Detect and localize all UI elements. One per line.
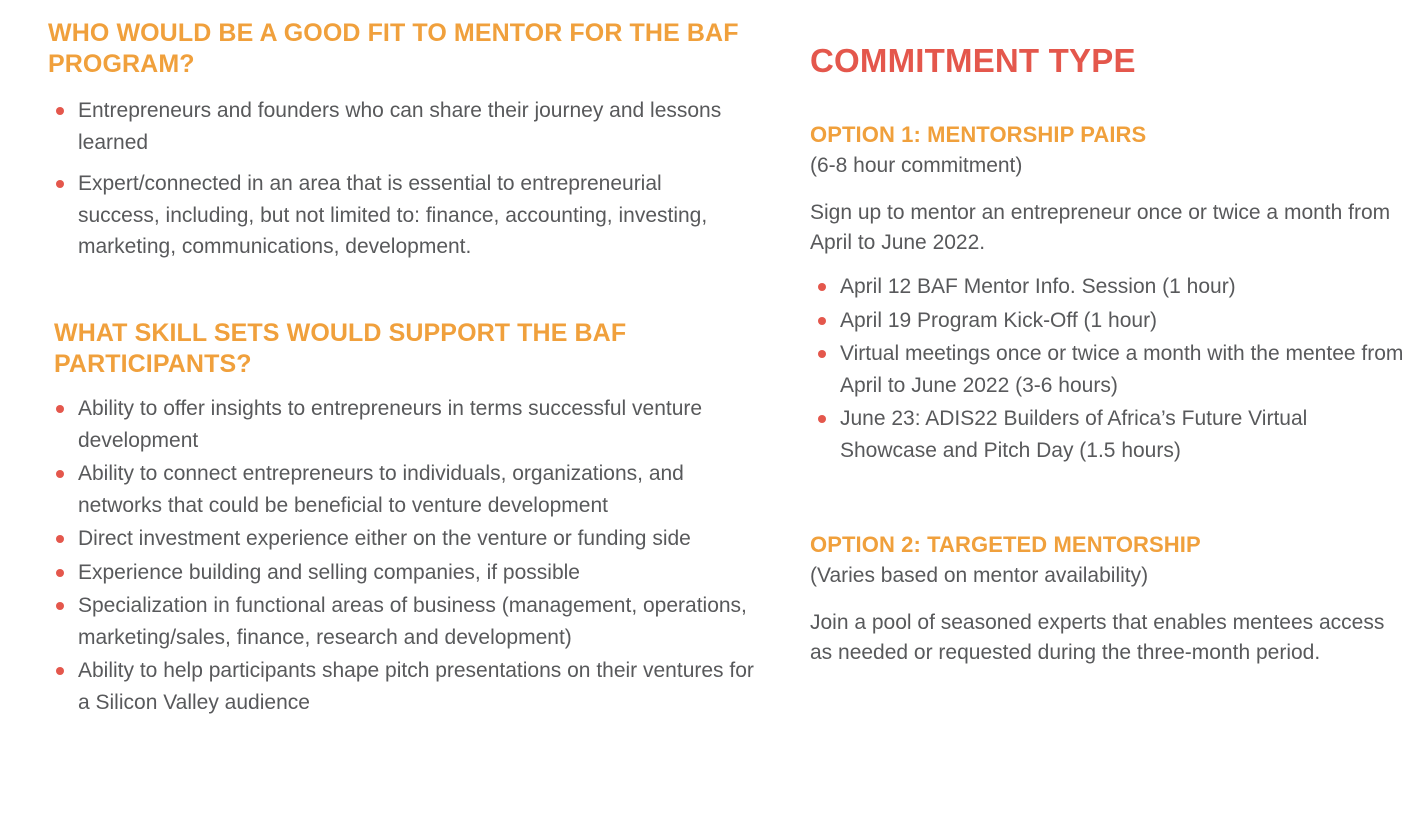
list-item: April 19 Program Kick-Off (1 hour): [810, 305, 1410, 337]
commitment-type-header: [810, 42, 1410, 80]
option-1-section: [810, 122, 1410, 468]
list-item: Direct investment experience either on the venture or funding side: [48, 523, 760, 555]
list-item: Ability to help participants shape pitch presentations on their ventures for a Silicon Valley audience: [48, 655, 760, 718]
page-title: COMMITMENT TYPE: [810, 42, 1136, 79]
option-2-note: (Varies based on mentor availability): [810, 564, 1149, 588]
who-fit-section: [48, 18, 748, 273]
option-2-heading: OPTION 2: TARGETED MENTORSHIP: [810, 532, 1201, 557]
option-1-list: [810, 271, 1410, 466]
skill-sets-section: [48, 318, 760, 720]
list-item: Ability to offer insights to entrepreneurs in terms successful venture development: [48, 393, 760, 456]
option-2-body: Join a pool of seasoned experts that enables mentees access as needed or requested during the three-month period.: [810, 610, 1385, 664]
list-item: Ability to connect entrepreneurs to individuals, organizations, and networks that could be beneficial to venture development: [48, 458, 760, 521]
list-item: Specialization in functional areas of business (management, operations, marketing/sales, finance, research and development): [48, 590, 760, 653]
list-item: April 12 BAF Mentor Info. Session (1 hour): [810, 271, 1410, 303]
list-item: Virtual meetings once or twice a month with the mentee from April to June 2022 (3-6 hours): [810, 338, 1410, 401]
option-1-body: Sign up to mentor an entrepreneur once or twice a month from April to June 2022.: [810, 200, 1391, 254]
who-fit-heading: WHO WOULD BE A GOOD FIT TO MENTOR FOR THE BAF PROGRAM?: [48, 19, 739, 78]
list-item: Entrepreneurs and founders who can share their journey and lessons learned: [48, 95, 748, 158]
who-fit-list: [48, 95, 748, 263]
skill-sets-heading: WHAT SKILL SETS WOULD SUPPORT THE BAF PARTICIPANTS?: [54, 319, 627, 378]
skill-sets-list: [48, 393, 760, 718]
list-item: Experience building and selling companies, if possible: [48, 557, 760, 589]
option-1-heading: OPTION 1: MENTORSHIP PAIRS: [810, 122, 1147, 147]
option-2-section: [810, 532, 1410, 667]
list-item: Expert/connected in an area that is essential to entrepreneurial success, including, but not limited to: finance, accounting, investing, marketing, communications, development.: [48, 168, 748, 263]
option-1-note: (6-8 hour commitment): [810, 154, 1023, 178]
list-item: June 23: ADIS22 Builders of Africa’s Future Virtual Showcase and Pitch Day (1.5 hours): [810, 403, 1410, 466]
